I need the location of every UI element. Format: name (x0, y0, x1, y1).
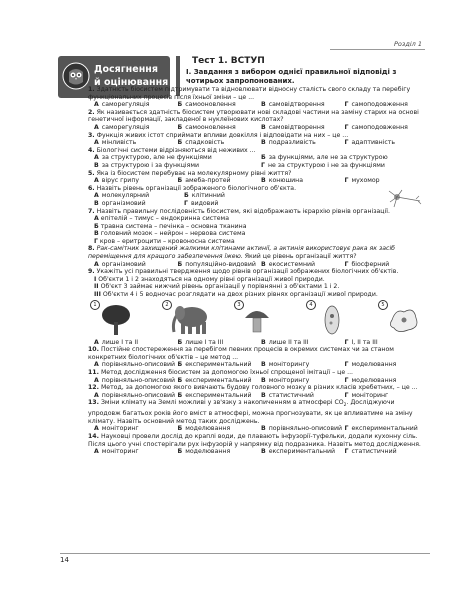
statement-2 (88, 283, 428, 291)
option-text: моніторингу (268, 376, 310, 384)
option-letter: Г (94, 237, 98, 245)
option-text: молекулярний (101, 192, 150, 200)
option-letter: Б (177, 177, 183, 185)
badge-line2: й оцінювання (94, 77, 169, 88)
option-b[interactable] (178, 139, 262, 147)
option-letter: В (261, 177, 266, 185)
option-letter: А (94, 425, 99, 433)
picture-3 (234, 300, 284, 338)
option-a[interactable] (94, 101, 178, 109)
option-letter: В (261, 425, 266, 433)
question-number: 2. (88, 108, 95, 116)
option-text: експериментальний (185, 391, 252, 399)
option-text: статистичний (268, 391, 314, 399)
option-b[interactable] (178, 177, 262, 185)
option-text: самооновлення (185, 123, 236, 131)
option-text: лише І та ІІ (101, 338, 139, 346)
question-text: Який це рівень організації життя? (242, 253, 357, 261)
option-letter: Б (177, 448, 183, 456)
option-text: вірус грипу (101, 177, 140, 185)
question-9 (88, 268, 428, 276)
options-3 (88, 139, 428, 147)
option-letter: Б (94, 222, 99, 230)
question-6-block (88, 185, 428, 208)
option-text: експериментальний (351, 425, 418, 433)
question-14 (88, 433, 428, 448)
option-letter: А (94, 123, 99, 131)
option-text: моніторинг (101, 425, 139, 433)
option-letter: А (94, 448, 99, 456)
option-d[interactable] (345, 448, 429, 456)
option-letter: А (94, 139, 99, 147)
option-a[interactable] (94, 177, 178, 185)
option-text: моделювання (185, 425, 231, 433)
options-6 (88, 192, 274, 207)
option-b[interactable] (178, 448, 262, 456)
test-title: Тест 1. ВСТУП (192, 56, 265, 66)
option-b[interactable] (184, 192, 274, 200)
question-text-cont: . Досліджуючи упродовж багатьох років його вміст в атмосфері, можна прогнозувати, як це впливатиме на зміну клімату. Назвіть основний метод таких досліджень. (88, 399, 413, 425)
option-c[interactable] (261, 124, 345, 132)
option-letter: А (94, 338, 99, 346)
option-letter: Б (177, 391, 183, 399)
option-letter: В (261, 391, 266, 399)
option-c[interactable] (261, 425, 345, 433)
option-letter: В (261, 448, 266, 456)
question-text: Здатність біосистем підтримувати та відновлювати відносну сталість свого складу та перебігу функціональних процесів після їхньої зміни – це ... (88, 86, 411, 101)
option-text: кров – еритроцити – кровоносна система (99, 237, 235, 245)
subscript: 2 (343, 403, 347, 409)
options-2 (88, 124, 428, 132)
option-letter: А (94, 376, 99, 384)
option-letter: Б (177, 260, 183, 268)
option-d[interactable] (345, 425, 429, 433)
option-letter: Б (177, 376, 183, 384)
option-text: епітелій – тимус – ендокринна система (100, 215, 230, 223)
option-text: лише І та ІІІ (185, 338, 224, 346)
option-text: адаптивність (351, 139, 396, 147)
statement-number: II (94, 283, 99, 291)
question-number: 7. (88, 207, 95, 215)
question-number: 12. (88, 384, 99, 392)
option-text: порівняльно-описовий (101, 376, 176, 384)
option-text: експериментальний (185, 361, 252, 369)
option-a[interactable] (94, 192, 184, 200)
option-letter: Г (344, 425, 349, 433)
option-a[interactable] (88, 215, 428, 223)
option-b[interactable] (178, 101, 262, 109)
picture-2 (162, 300, 212, 338)
question-number: 6. (88, 184, 95, 192)
question-number: 1. (88, 86, 95, 93)
question-text: Зміни клімату на Землі можливі у зв'язку з накопиченням в атмосфері CO (100, 399, 344, 407)
option-letter: В (261, 376, 266, 384)
option-letter: Б (261, 154, 266, 162)
option-text: травна система – печінка – основна тканина (100, 222, 247, 230)
option-c[interactable] (261, 361, 345, 369)
option-letter: Г (344, 177, 349, 185)
option-d[interactable] (345, 361, 429, 369)
option-letter: Б (177, 123, 183, 131)
picture-4 (306, 300, 356, 338)
option-d[interactable] (345, 124, 429, 132)
option-letter: А (94, 361, 99, 369)
option-text: за функціями, але не за структурою (268, 154, 388, 162)
option-d[interactable] (345, 101, 429, 109)
option-letter: Г (184, 199, 188, 207)
paramecium-image (314, 304, 350, 336)
option-letter: В (94, 161, 99, 169)
owl-emblem-icon (62, 62, 90, 90)
options-4 (88, 154, 428, 169)
option-c[interactable] (94, 162, 261, 170)
option-letter: А (94, 177, 99, 185)
questions-list (88, 86, 428, 456)
option-c[interactable] (261, 177, 345, 185)
section-label: Розділ 1 (393, 40, 422, 48)
option-text: амеба-протей (185, 177, 231, 185)
option-letter: В (261, 101, 266, 109)
question-text: Метод дослідження біосистем за допомогою їхньої спрощеної імітації – це ... (100, 369, 354, 376)
tree-image (98, 304, 138, 336)
option-text: моделювання (185, 448, 231, 456)
option-d[interactable] (345, 139, 429, 147)
options-5 (88, 177, 428, 185)
options-1 (88, 101, 428, 109)
option-text: мухомор (351, 177, 380, 185)
option-c[interactable] (88, 230, 428, 238)
question-text: Постійне спостереження за перебігом певних процесів в окремих системах чи за станом конкретних біологічних об'єктів – це метод ... (88, 346, 394, 361)
test-subtitle: І. Завдання з вибором однієї правильної відповіді з чотирьох запропонованих. (186, 68, 397, 85)
question-10 (88, 346, 428, 361)
option-text: І, ІІ та ІІІ (351, 338, 378, 346)
option-text: клітинний (191, 192, 225, 200)
option-text: за структурою і за функціями (101, 161, 200, 169)
option-letter: В (261, 139, 266, 147)
question-13 (88, 399, 428, 425)
option-letter: Г (344, 361, 349, 369)
options-10 (88, 361, 428, 369)
option-a[interactable] (94, 448, 178, 456)
option-c[interactable] (261, 448, 345, 456)
option-text: спадковість (185, 139, 225, 147)
option-letter: В (261, 260, 266, 268)
question-number: 8. (88, 245, 95, 253)
option-text: самовідтворення (268, 123, 325, 131)
picture-number: 5 (378, 300, 388, 310)
question-1 (88, 86, 428, 101)
option-letter: Б (177, 361, 183, 369)
option-letter: Г (344, 338, 349, 346)
mushroom-image (242, 304, 272, 336)
option-text: екосистемний (268, 260, 316, 268)
option-letter: Г (344, 376, 349, 384)
option-text: моніторингу (268, 361, 310, 369)
option-letter: В (261, 338, 266, 346)
q9-pictures (88, 300, 428, 338)
option-c[interactable] (261, 101, 345, 109)
picture-number: 4 (306, 300, 316, 310)
question-number: 3. (88, 131, 95, 139)
badge-line1: Досягнення (94, 64, 158, 75)
option-text: самоподовження (351, 123, 408, 131)
option-letter: В (261, 123, 266, 131)
option-text: самооновлення (185, 101, 236, 109)
option-letter: Г (344, 139, 349, 147)
option-text: моделювання (351, 376, 397, 384)
option-letter: А (94, 260, 99, 268)
question-number: 4. (88, 146, 95, 154)
question-number: 9. (88, 268, 95, 276)
option-d[interactable] (184, 200, 274, 208)
options-14 (88, 448, 428, 456)
option-text: порівняльно-описовий (101, 391, 176, 399)
option-b[interactable] (178, 361, 262, 369)
statement-3 (88, 291, 428, 299)
option-letter: А (94, 192, 99, 200)
statement-number: I (94, 275, 97, 283)
picture-number: 2 (162, 300, 172, 310)
question-text: Науковці провели дослід до краплі води, де плавають інфузорії-туфельки, додали кухонну сіль. Після цього учні спостерігали рух інфузорій у напрямку від подразника. Назвіть метод дослідження. (88, 432, 421, 448)
option-text: подразливість (268, 139, 316, 147)
option-text: головний мозок – нейрон – нервова система (100, 230, 246, 238)
option-text: видовий (190, 199, 219, 207)
option-text: статистичний (351, 448, 397, 456)
option-text: організмовий (101, 260, 146, 268)
option-text: самоподовження (351, 101, 408, 109)
option-text: саморегуляція (101, 123, 150, 131)
question-7 (88, 208, 428, 216)
option-letter: Г (344, 123, 349, 131)
option-c[interactable] (261, 139, 345, 147)
option-letter: Б (177, 425, 183, 433)
question-text: Яка із біосистем перебуває на молекулярному рівні життя? (96, 169, 292, 177)
option-text: порівняльно-описовий (268, 425, 343, 433)
option-text: конюшина (268, 177, 304, 185)
option-letter: Г (344, 448, 349, 456)
option-d[interactable] (345, 177, 429, 185)
question-number: 11. (88, 369, 99, 376)
option-text: моніторинг (101, 448, 139, 456)
option-text: не за структурою і не за функціями (267, 161, 385, 169)
option-text: організмовий (101, 199, 146, 207)
question-8 (88, 245, 428, 260)
footer-divider (60, 553, 430, 554)
amoeba-image (386, 304, 422, 336)
statement-text: Об'єкти 4 і 5 водночас розглядати на двох різних рівнях організації живої природи. (102, 291, 378, 299)
question-text: Як називається здатність біосистем утворювати нові складові частини на заміну старих на основі генетичної інформації, закладеної в нуклеїнових кислотах? (88, 108, 419, 124)
question-12 (88, 384, 428, 392)
option-text: біосферний (351, 260, 390, 268)
option-letter: В (261, 361, 266, 369)
question-text: Укажіть усі правильні твердження щодо рівнів організації зображених біологічних об'єктів. (96, 268, 399, 276)
neuron-image (388, 187, 422, 209)
option-text: самовідтворення (268, 101, 325, 109)
option-a[interactable] (94, 425, 178, 433)
picture-1 (90, 300, 140, 338)
option-letter: Г (344, 260, 349, 268)
option-letter: Г (261, 161, 265, 169)
header-divider (330, 49, 425, 50)
option-text: лише ІІ та ІІІ (268, 338, 309, 346)
option-letter: А (94, 391, 99, 399)
question-text: Назвіть рівень організації зображеного біологічного об'єкта. (96, 184, 297, 192)
question-number: 10. (88, 346, 99, 354)
question-text: Біологічні системи відрізняються від неживих ... (96, 146, 256, 154)
option-letter: В (94, 230, 99, 238)
option-text: саморегуляція (101, 101, 150, 109)
option-letter: Б (184, 192, 189, 200)
option-text: експериментальний (185, 376, 252, 384)
option-letter: А (94, 101, 99, 109)
option-a[interactable] (94, 154, 261, 162)
picture-5 (378, 300, 428, 338)
question-text: Назвіть правильну послідовність біосистем, які відображають ієрархію рівнів організації. (96, 207, 390, 215)
statement-text: Об'єкт 3 займає нижчий рівень організації у порівнянні з об'єктами 1 і 2. (100, 283, 340, 291)
question-text-italic: Рак-самітник захищений жалкими клітинами актинії, а актинія використовує рака як засіб переміщення для кращого забезпечення їжею. (88, 245, 395, 261)
option-letter: В (94, 199, 99, 207)
option-d[interactable] (261, 162, 428, 170)
option-text: моніторинг (351, 391, 389, 399)
question-text: Метод, за допомогою якого вивчають будову головного мозку в різних класів хребетних, – це ... (100, 384, 418, 392)
option-letter: А (94, 215, 99, 223)
question-2 (88, 109, 428, 124)
option-text: за структурою, але не функціями (101, 154, 212, 162)
question-number: 5. (88, 169, 95, 177)
picture-number: 3 (234, 300, 244, 310)
option-text: популяційно-видовий (185, 260, 256, 268)
option-letter: А (94, 154, 99, 162)
question-5 (88, 170, 428, 178)
option-b[interactable] (261, 154, 428, 162)
option-letter: Б (177, 139, 183, 147)
option-letter: Б (177, 338, 183, 346)
option-letter: Г (344, 391, 349, 399)
statement-text: Об'єкти 1 і 2 знаходяться на одному рівні організації живої природи. (98, 275, 325, 283)
option-text: мінливість (101, 139, 137, 147)
statement-number: III (94, 291, 101, 299)
question-number: 14. (88, 432, 99, 440)
question-text: Функція живих істот сприймати впливи довкілля і відповідати на них – це ... (96, 131, 349, 139)
option-letter: Г (344, 101, 349, 109)
elephant-image (170, 304, 214, 336)
options-13 (88, 425, 428, 433)
option-b[interactable] (178, 124, 262, 132)
page-number: 14 (60, 556, 69, 564)
option-a[interactable] (94, 124, 178, 132)
option-b[interactable] (178, 425, 262, 433)
picture-number: 1 (90, 300, 100, 310)
option-text: експериментальний (268, 448, 336, 456)
option-letter: Б (177, 101, 183, 109)
option-text: моделювання (351, 361, 397, 369)
option-a[interactable] (94, 361, 178, 369)
question-number: 13. (88, 399, 99, 407)
option-text: порівняльно-описовий (101, 361, 176, 369)
option-a[interactable] (94, 139, 178, 147)
question-11 (88, 369, 428, 377)
option-c[interactable] (94, 200, 184, 208)
